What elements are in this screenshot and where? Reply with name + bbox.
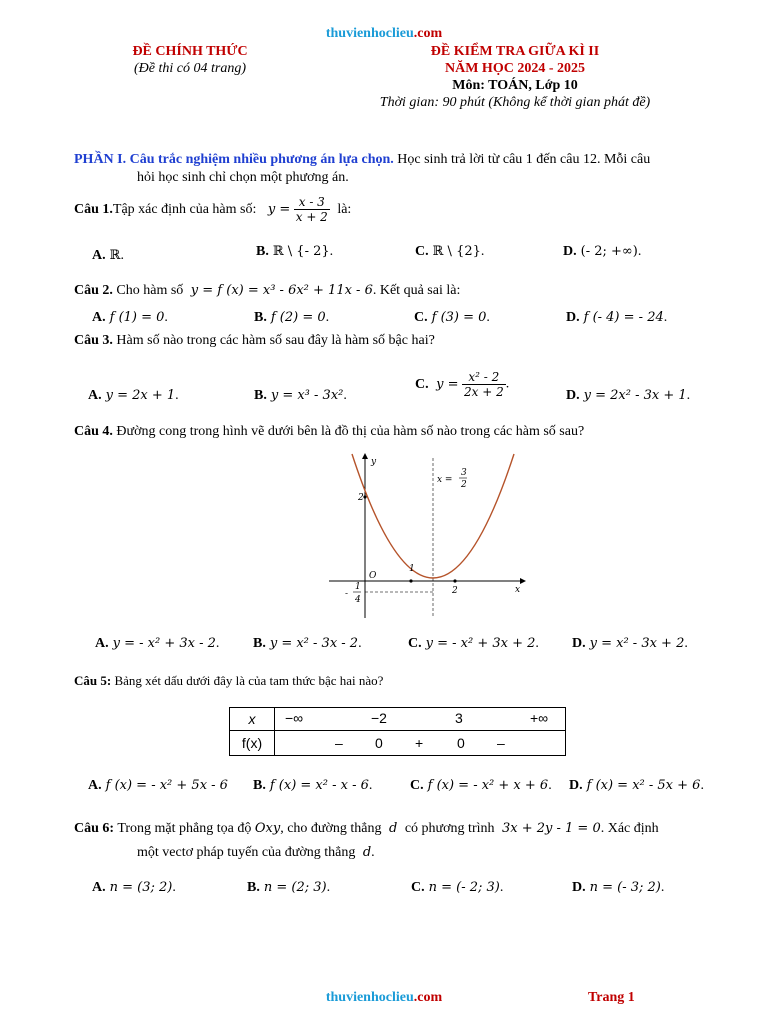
option-letter: D. [572,636,586,651]
sign-3: – [497,735,505,751]
q2-option-c[interactable]: C. f (3) = 0. [414,310,490,325]
x-neg-infinity: −∞ [285,710,304,726]
option-text: n = (3; 2) [109,880,173,895]
question-text: Bảng xét dấu dưới đây là của tam thức bậc hai nào? [114,673,384,688]
option-letter: D. [572,880,586,895]
y-tick-label: 2 [358,493,364,503]
question-label: Câu 2. [74,283,113,298]
option-lhs: y = [436,377,459,392]
question-tail: . Kết quả sai là: [372,283,461,298]
function-expression: y = f (x) = x³ - 6x² + 11x - 6 [190,283,373,298]
q6-option-d[interactable]: D. n = (- 3; 2). [572,880,665,895]
q1-option-c[interactable]: C. ℝ \ {2}. [415,244,485,259]
option-letter: A. [92,248,106,263]
option-text: y = x³ - 3x² [270,388,344,403]
question-3 [74,333,435,349]
fraction-denominator: 2x + 2 [464,385,504,399]
question-text-1: Trong mặt phẳng tọa độ [117,821,252,836]
option-text: n = (- 2; 3) [428,880,500,895]
option-text: y = 2x + 1 [105,388,176,403]
q3-option-b[interactable]: B. y = x³ - 3x². [254,388,347,403]
line-equation: 3x + 2y - 1 = 0 [502,821,601,836]
option-letter: B. [254,388,267,403]
question-label: Câu 5: [74,673,112,688]
x-tick-label-1: 1 [409,564,415,574]
option-letter: C. [414,310,428,325]
q2-option-b[interactable]: B. f (2) = 0. [254,310,330,325]
option-letter: D. [566,388,580,403]
root-point-1 [409,579,412,582]
part1-instruction: Học sinh trả lời từ câu 1 đến câu 12. Mỗi câu [397,152,651,167]
part1-heading [74,152,650,168]
option-text: ℝ \ {- 2} [272,244,330,259]
option-letter: D. [569,778,583,793]
option-text: f (x) = x² - x - 6 [269,778,369,793]
question-text-6: . [371,845,375,860]
question-6 [74,821,659,837]
exam-title: ĐỀ KIỂM TRA GIỮA KÌ II [430,44,600,59]
question-4 [74,424,584,440]
zero-1: 0 [375,735,383,751]
sign-table-f-values [275,731,566,756]
question-2 [74,283,460,299]
q6-option-a[interactable]: A. n = (3; 2). [92,880,176,895]
sign-table-row-f [230,731,566,756]
question-text: Đường cong trong hình vẽ dưới bên là đồ thị của hàm số nào trong các hàm số sau? [116,424,585,439]
option-letter: C. [411,880,425,895]
option-letter: D. [563,244,577,259]
question-label: Câu 6: [74,821,115,836]
line-name: d [362,845,372,860]
question-5 [74,673,383,689]
fraction-numerator: x - 3 [294,195,330,210]
option-text: (- 2; +∞) [580,244,638,259]
option-text: f (x) = - x² + 5x - 6 [105,778,228,793]
option-text: ℝ \ {2} [432,244,481,259]
q5-option-c[interactable]: C. f (x) = - x² + x + 6. [410,778,552,793]
q6-option-b[interactable]: B. n = (2; 3). [247,880,331,895]
option-text: f (1) = 0 [109,310,165,325]
option-letter: A. [92,310,106,325]
pages-note: (Đề thi có 04 trang) [134,61,246,76]
q2-option-d[interactable]: D. f (- 4) = - 24. [566,310,668,325]
q5-option-a[interactable] [88,778,228,794]
option-text: y = x² - 3x - 2 [269,636,359,651]
option-letter: C. [415,244,429,259]
sign-table [229,707,566,756]
option-letter: A. [88,778,102,793]
y-intercept-point [363,495,366,498]
option-letter: B. [254,310,267,325]
coordinate-system: Oxy [254,821,281,836]
q4-option-b[interactable]: B. y = x² - 3x - 2. [253,636,362,651]
question-label: Câu 1. [74,201,113,217]
option-letter: A. [92,880,106,895]
asymptote-label: x = [437,475,453,485]
question-1 [74,195,351,224]
question-text-4: . Xác định [600,821,659,836]
q3-option-c[interactable]: C. y = $\frac{\text{x² - 2}}{2x + 2}$ . [415,370,510,399]
line-name: d [389,821,398,836]
option-text: y = - x² + 3x + 2 [425,636,536,651]
option-text: f (x) = - x² + x + 6 [427,778,549,793]
question-text: Tập xác định của hàm số: [112,201,257,217]
q3-option-d[interactable]: D. y = 2x² - 3x + 1. [566,388,691,403]
option-letter: C. [415,376,429,392]
function-fraction [294,195,330,224]
q4-option-c[interactable]: C. y = - x² + 3x + 2. [408,636,539,651]
official-label: ĐỀ CHÍNH THỨC [132,44,248,59]
question-text-2: , cho đường thẳng [280,821,382,836]
page-number: Trang 1 [588,990,635,1005]
y-axis-label: y [371,457,377,467]
option-letter: B. [256,244,269,259]
question-tail: là: [337,201,352,217]
q1-option-a[interactable]: A. ℝ. [92,248,124,263]
option-letter: C. [410,778,424,793]
site-tld: .com [413,26,443,41]
option-text: ℝ [109,248,121,263]
question-6-line-2 [137,845,375,861]
root-point-2 [453,579,456,582]
sign-table-x-values [275,708,566,731]
part1-instruction-2: hỏi học sinh chỉ chọn một phương án. [137,170,349,185]
exam-time: Thời gian: 90 phút (Không kể thời gian phát đề) [379,95,651,110]
sign-table-header-f: f(x) [230,731,275,756]
q5-option-b[interactable]: B. f (x) = x² - x - 6. [253,778,373,793]
sign-2: + [415,735,424,751]
fraction-denominator: x + 2 [295,210,328,224]
option-text: f (x) = x² - 5x + 6 [586,778,701,793]
asymptote-numerator: 3 [461,468,467,478]
sign-table-row-x [230,708,566,731]
origin-label: O [369,571,377,581]
q6-option-c[interactable]: C. n = (- 2; 3). [411,880,504,895]
q5-option-d[interactable]: D. f (x) = x² - 5x + 6. [569,778,704,793]
x-axis-label: x [515,585,521,595]
question-label: Câu 4. [74,424,113,439]
x-root-1: −2 [371,710,387,726]
option-text: y = 2x² - 3x + 1 [583,388,687,403]
site-header-link[interactable] [0,26,768,42]
q4-option-d[interactable]: D. y = x² - 3x + 2. [572,636,688,651]
question-text: Hàm số nào trong các hàm số sau đây là hàm số bậc hai? [116,333,435,348]
fraction-numerator: x² - 2 [462,370,506,385]
x-pos-infinity: +∞ [530,710,549,726]
q2-option-a[interactable]: A. f (1) = 0. [92,310,168,325]
min-denominator: 4 [355,595,361,605]
option-letter: A. [88,388,102,403]
site-name: thuvienhoclieu [325,990,414,1005]
question-text-3: có phương trình [404,821,495,836]
site-footer-link[interactable] [0,990,768,1006]
option-fraction [462,370,506,399]
option-letter: B. [253,636,266,651]
min-sign: - [345,589,349,599]
q4-option-a[interactable]: A. y = - x² + 3x - 2. [95,636,220,651]
option-text: n = (- 3; 2) [589,880,661,895]
option-letter: D. [566,310,580,325]
question-text: Cho hàm số [116,283,184,298]
question-text-5: một vectơ pháp tuyến của đường thẳng [137,845,356,860]
option-text: y = x² - 3x + 2 [589,636,685,651]
option-letter: A. [95,636,109,651]
sign-1: – [335,735,343,751]
site-tld: .com [413,990,443,1005]
q1-option-d[interactable]: D. (- 2; +∞). [563,244,642,259]
option-text: f (3) = 0 [431,310,487,325]
q3-option-a[interactable]: A. y = 2x + 1. [88,388,179,403]
option-text: f (- 4) = - 24 [583,310,664,325]
q1-option-b[interactable]: B. ℝ \ {- 2}. [256,244,334,259]
sign-table-header-x: x [230,708,275,731]
subject: Môn: TOÁN, Lớp 10 [452,78,578,93]
min-numerator: 1 [355,582,361,592]
parabola-graph [325,450,530,620]
site-name: thuvienhoclieu [325,26,414,41]
option-letter: C. [408,636,422,651]
part1-title: PHẦN I. Câu trắc nghiệm nhiều phương án lựa chọn. [74,152,394,167]
x-root-2: 3 [455,710,463,726]
option-text: y = - x² + 3x - 2 [112,636,216,651]
zero-2: 0 [457,735,465,751]
school-year: NĂM HỌC 2024 - 2025 [445,61,585,76]
option-letter: B. [247,880,260,895]
function-lhs: y = [267,202,291,217]
asymptote-denominator: 2 [461,480,467,490]
option-letter: B. [253,778,266,793]
option-text: n = (2; 3) [263,880,327,895]
option-text: f (2) = 0 [270,310,326,325]
question-label: Câu 3. [74,333,113,348]
x-tick-label-2: 2 [452,586,458,596]
